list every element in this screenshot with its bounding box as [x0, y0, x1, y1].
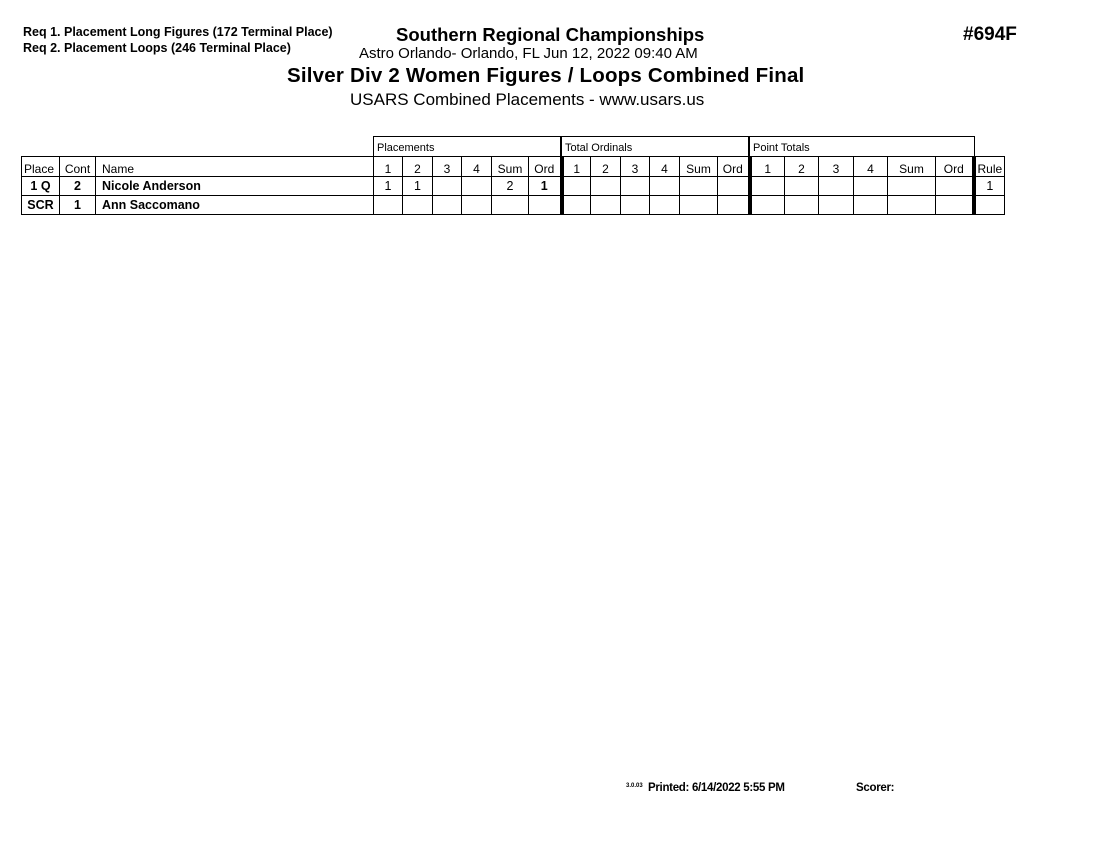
col-point-total-sum: Sum — [888, 157, 936, 177]
total-ordinal-1-cell — [562, 177, 591, 196]
event-number: #694F — [963, 24, 1017, 45]
placement-1-cell — [374, 196, 403, 215]
total-ordinal-3-cell — [621, 196, 650, 215]
place-cell: SCR — [22, 196, 60, 215]
placement-3-cell — [433, 177, 462, 196]
placement-sum-cell: 2 — [492, 177, 529, 196]
placement-4-cell — [462, 177, 492, 196]
placement-sum-cell — [492, 196, 529, 215]
skater-name: Nicole Anderson — [96, 177, 374, 196]
cont-cell: 2 — [60, 177, 96, 196]
col-placement-ord: Ord — [529, 157, 562, 177]
column-header-row — [22, 157, 1005, 177]
col-point-total-2: 2 — [785, 157, 819, 177]
division-title: Silver Div 2 Women Figures / Loops Combined Final — [287, 64, 805, 87]
point-total-4-cell — [854, 196, 888, 215]
col-placement-3: 3 — [433, 157, 462, 177]
col-point-total-1: 1 — [750, 157, 785, 177]
col-total-ordinal-1: 1 — [562, 157, 591, 177]
placement-3-cell — [433, 196, 462, 215]
place-cell: 1 Q — [22, 177, 60, 196]
col-placement-1: 1 — [374, 157, 403, 177]
col-name: Name — [96, 157, 374, 177]
col-place: Place — [22, 157, 60, 177]
total-ordinal-3-cell — [621, 177, 650, 196]
point-total-1-cell — [750, 177, 785, 196]
requirement-2: Req 2. Placement Loops (246 Terminal Place) — [23, 41, 291, 55]
cont-cell: 1 — [60, 196, 96, 215]
total-ordinal-1-cell — [562, 196, 591, 215]
group-header-total-ordinals: Total Ordinals — [561, 136, 749, 156]
results-table — [21, 156, 1005, 215]
printed-timestamp: Printed: 6/14/2022 5:55 PM — [648, 782, 785, 794]
total-ordinal-4-cell — [650, 196, 680, 215]
col-point-total-4: 4 — [854, 157, 888, 177]
table-row — [22, 177, 1005, 196]
point-total-2-cell — [785, 177, 819, 196]
total-ordinal-ord-cell — [718, 196, 750, 215]
placement-4-cell — [462, 196, 492, 215]
point-total-sum-cell — [888, 177, 936, 196]
col-total-ordinal-3: 3 — [621, 157, 650, 177]
point-total-ord-cell — [936, 177, 974, 196]
col-rule: Rule — [974, 157, 1005, 177]
placement-ord-cell: 1 — [529, 177, 562, 196]
point-total-4-cell — [854, 177, 888, 196]
software-version: 3.0.03 — [626, 783, 643, 789]
skater-name: Ann Saccomano — [96, 196, 374, 215]
col-total-ordinal-2: 2 — [591, 157, 621, 177]
rule-cell — [974, 196, 1005, 215]
total-ordinal-ord-cell — [718, 177, 750, 196]
subtitle: USARS Combined Placements - www.usars.us — [350, 90, 705, 109]
col-point-total-3: 3 — [819, 157, 854, 177]
group-header-placements: Placements — [373, 136, 561, 156]
placement-ord-cell — [529, 196, 562, 215]
placement-2-cell: 1 — [403, 177, 433, 196]
point-total-sum-cell — [888, 196, 936, 215]
point-total-ord-cell — [936, 196, 974, 215]
total-ordinal-4-cell — [650, 177, 680, 196]
total-ordinal-2-cell — [591, 196, 621, 215]
venue-date: Astro Orlando- Orlando, FL Jun 12, 2022 09:40 AM — [359, 45, 698, 62]
col-point-total-ord: Ord — [936, 157, 974, 177]
point-total-2-cell — [785, 196, 819, 215]
col-placement-4: 4 — [462, 157, 492, 177]
point-total-3-cell — [819, 177, 854, 196]
placement-1-cell: 1 — [374, 177, 403, 196]
requirement-1: Req 1. Placement Long Figures (172 Terminal Place) — [23, 25, 333, 39]
table-row — [22, 196, 1005, 215]
col-total-ordinal-4: 4 — [650, 157, 680, 177]
group-header-point-totals: Point Totals — [749, 136, 975, 156]
total-ordinal-sum-cell — [680, 196, 718, 215]
placement-2-cell — [403, 196, 433, 215]
col-cont: Cont — [60, 157, 96, 177]
col-total-ordinal-sum: Sum — [680, 157, 718, 177]
col-placement-sum: Sum — [492, 157, 529, 177]
point-total-3-cell — [819, 196, 854, 215]
total-ordinal-2-cell — [591, 177, 621, 196]
scorer-label: Scorer: — [856, 782, 895, 794]
col-placement-2: 2 — [403, 157, 433, 177]
rule-cell: 1 — [974, 177, 1005, 196]
col-total-ordinal-ord: Ord — [718, 157, 750, 177]
event-title: Southern Regional Championships — [396, 24, 705, 45]
point-total-1-cell — [750, 196, 785, 215]
total-ordinal-sum-cell — [680, 177, 718, 196]
